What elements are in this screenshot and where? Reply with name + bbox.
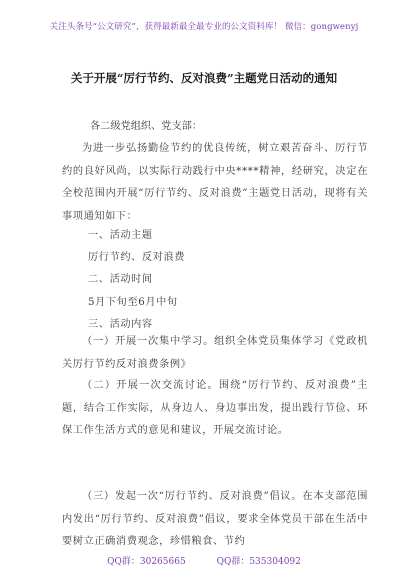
salutation: 各二级党组织、党支部： bbox=[90, 121, 203, 132]
item-1 bbox=[62, 331, 368, 376]
section-heading-content: 三、活动内容 bbox=[88, 319, 153, 330]
section-text-time: 5月下旬至6月中旬 bbox=[88, 297, 178, 308]
section-heading-time: 二、活动时间 bbox=[88, 274, 153, 285]
document-title: 关于开展“厉行节约、反对浪费”主题党日活动的通知 bbox=[70, 71, 338, 85]
section-heading-theme: 一、活动主题 bbox=[88, 230, 153, 241]
item-3 bbox=[62, 486, 368, 554]
intro-paragraph bbox=[62, 138, 368, 228]
intro-text: 为进一步弘扬勤俭节约的优良传统，树立艰苦奋斗、厉行节约的良好风尚，以实际行动践行中央****精神，经研究，决定在全校范围内开展“厉行节约、反对浪费”主题党日活动，现将有关事项通知如下： bbox=[62, 143, 368, 222]
qq-group-1: QQ群：30265665 bbox=[107, 557, 186, 567]
section-text-theme: 厉行节约、反对浪费 bbox=[88, 252, 186, 263]
footer bbox=[0, 554, 408, 567]
item-3-text: （三）发起一次“厉行节约、反对浪费”倡议。在本支部范围内发出“厉行节约、反对浪费”倡议，要求全体党员干部在生活中要树立正确消费观念，珍惜粮食、节约 bbox=[62, 491, 368, 547]
item-2-text: （二）开展一次交流讨论。围绕“厉行节约、反对浪费”主题，结合工作实际，从身边人、身边事出发，提出践行节俭、环保工作生活方式的意见和建议，开展交流讨论。 bbox=[62, 380, 368, 436]
item-2 bbox=[62, 375, 368, 443]
promo-banner: 关注头条号“公文研究”，获得最新最全最专业的公文资料库！ 微信：gongwenyj bbox=[49, 22, 359, 32]
qq-group-2: QQ群：535304092 bbox=[216, 557, 301, 567]
item-1-text: （一）开展一次集中学习。组织全体党员集体学习《党政机关厉行节约反对浪费条例》 bbox=[62, 336, 368, 370]
